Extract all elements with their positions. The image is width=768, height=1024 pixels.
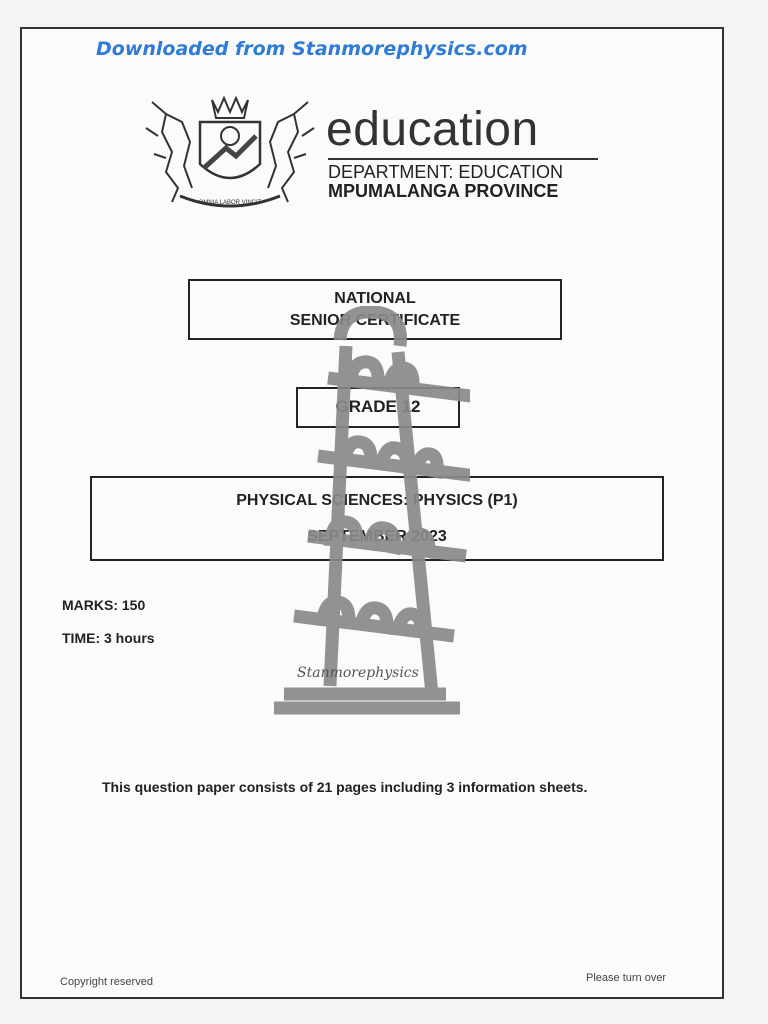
- crest-motto: OMNIA LABOR VINCIT: [198, 200, 262, 206]
- exam-date: SEPTEMBER 2023: [307, 527, 447, 545]
- department-name: DEPARTMENT: EDUCATION: [328, 162, 564, 182]
- leaning-tower-watermark-icon: [264, 306, 470, 720]
- watermark-label: Stanmorephysics: [297, 665, 419, 681]
- coat-of-arms-icon: [132, 92, 328, 214]
- certificate-title-line2: SENIOR CERTIFICATE: [289, 311, 461, 329]
- grade-label: GRADE 12: [335, 397, 421, 417]
- subject-title: PHYSICAL SCIENCES: PHYSICS (P1): [236, 491, 518, 509]
- certificate-title-line1: NATIONAL: [334, 289, 416, 307]
- download-source-banner[interactable]: Downloaded from Stanmorephysics.com: [96, 38, 528, 60]
- page-count-note: This question paper consists of 21 pages including 3 information sheets.: [102, 779, 588, 795]
- total-marks: MARKS: 150: [62, 597, 146, 613]
- education-wordmark: education: [326, 103, 539, 156]
- wordmark-divider: [328, 158, 598, 160]
- exam-duration: TIME: 3 hours: [62, 630, 155, 646]
- turn-over-note: Please turn over: [586, 972, 667, 984]
- copyright-notice: Copyright reserved: [60, 976, 153, 988]
- province-name: MPUMALANGA PROVINCE: [328, 181, 559, 201]
